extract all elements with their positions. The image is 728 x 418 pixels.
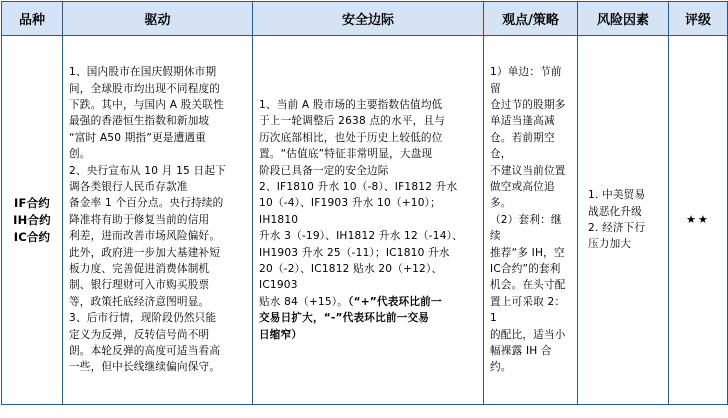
safety-text [253, 97, 483, 343]
safety-note-text: （“+”代表环比前一 交易日扩大，“-”代表环比前一交易 日缩窄） [259, 295, 442, 341]
header-rating: 评级 [669, 2, 728, 36]
driver-text: 1、国内股市在国庆假期休市期 间，全球股市均出现不同程度的 下跌。其中，与国内 A 股关联性 最强的香港恒生指数和新加坡 “富时 A50 期指”更是遭遇重 创。 2、央行宣布从 10 月 15 日起下 调各类银行人民币存款准 备金率 1 个百分点。央行持续的 降准将有助于修复当前的信用 利差，进而改善市场风险偏好。 此外，政府进一步加大基建补短 板力度、完善促进消费体制机 制、银行理财可入市购买股票 等，政策托底经济意图明显。 3、后市行情，现阶段仍然只能 定义为反弹，反转信号尚不明 朗。本轮反弹的高度可适当看高 一些，但中长线继续偏向保守。 [69, 66, 226, 374]
risk-text: 1. 中美贸易 战恶化升级 2. 经济下行 压力加大 [588, 189, 646, 251]
product-text: IF合约 IH合约 IC合约 [13, 195, 51, 244]
cell-risk [578, 36, 669, 405]
view-text: 1）单边：节前留 仓过节的股期多 单适当逢高减 仓。若前期空仓， 不建议当前位置 做空或高位追 多。 （2）套利：继续 推荐“多 IH，空 IC合约”的套利 机会。在头寸配 置上可采取 2：1 的配比，适当小 幅裸露 IH 合约。 [490, 66, 566, 374]
table-row [2, 36, 728, 405]
header-driver: 驱动 [63, 2, 253, 36]
cell-product [2, 36, 63, 405]
strategy-table [1, 1, 728, 405]
cell-view [484, 36, 578, 405]
header-view: 观点/策略 [484, 2, 578, 36]
header-safety: 安全边际 [253, 2, 484, 36]
cell-safety [253, 36, 484, 405]
header-risk: 风险因素 [578, 2, 669, 36]
safety-main-text: 1、当前 A 股市场的主要指数估值均低 于上一轮调整后 2638 点的水平，且与 历次底部相比，也处于历史上较低的位 置。“估值底”特征非常明显，大盘现 阶段已具备一定的安全边际 2、IF1810 升水 10（-8）、IF1812 升水 10（-4）、IF1903 升水 10（+10）；IH1810 升水 3（-19）、IH1812 升水 12（-14）、 IH1903 升水 25（-11）；IC1810 升水 20（-2）、IC1812 贴水 20（+12）、IC1903 贴水 84（+15）。 [259, 98, 463, 308]
header-row [2, 2, 728, 36]
rating-stars: ★★ [686, 212, 710, 226]
cell-driver [63, 36, 253, 405]
cell-rating [669, 36, 728, 405]
header-product: 品种 [2, 2, 63, 36]
